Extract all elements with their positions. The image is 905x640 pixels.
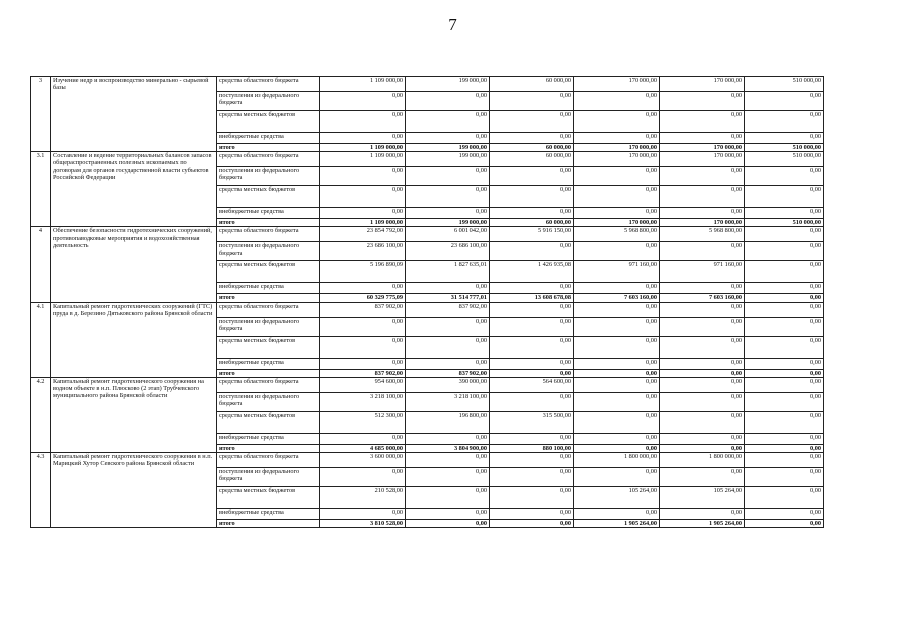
amount-cell: 1 905 264,00 (574, 520, 660, 528)
amount-cell: 0,00 (660, 317, 745, 336)
amount-cell: 0,00 (660, 336, 745, 358)
amount-cell: 0,00 (574, 433, 660, 444)
amount-cell: 0,00 (490, 336, 574, 358)
funding-source: итого (217, 444, 320, 452)
amount-cell: 23 686 100,00 (406, 242, 490, 261)
amount-cell: 0,00 (660, 111, 745, 133)
amount-cell: 0,00 (745, 208, 824, 219)
funding-source: средства местных бюджетов (217, 261, 320, 283)
amount-cell: 0,00 (660, 369, 745, 377)
page-number: 7 (448, 15, 457, 34)
amount-cell: 60 000,00 (490, 152, 574, 167)
amount-cell: 0,00 (490, 242, 574, 261)
amount-cell: 0,00 (406, 487, 490, 509)
amount-cell: 0,00 (406, 433, 490, 444)
amount-cell: 170 000,00 (574, 77, 660, 92)
amount-cell: 0,00 (574, 317, 660, 336)
item-number: 3.1 (31, 152, 51, 227)
amount-cell: 1 800 000,00 (574, 453, 660, 468)
amount-cell: 0,00 (406, 509, 490, 520)
amount-cell: 0,00 (490, 208, 574, 219)
amount-cell: 1 109 000,00 (320, 152, 406, 167)
amount-cell: 0,00 (490, 167, 574, 186)
amount-cell: 0,00 (574, 377, 660, 392)
amount-cell: 0,00 (574, 336, 660, 358)
amount-cell: 0,00 (406, 133, 490, 144)
table-row (31, 453, 824, 468)
amount-cell: 0,00 (406, 453, 490, 468)
table-row (31, 152, 824, 167)
amount-cell: 0,00 (745, 520, 824, 528)
amount-cell: 170 000,00 (574, 144, 660, 152)
amount-cell: 0,00 (745, 358, 824, 369)
amount-cell: 0,00 (490, 487, 574, 509)
funding-source: внебюджетные средства (217, 509, 320, 520)
amount-cell: 199 000,00 (406, 77, 490, 92)
amount-cell: 0,00 (406, 186, 490, 208)
funding-source: внебюджетные средства (217, 433, 320, 444)
table-row (31, 302, 824, 317)
amount-cell: 0,00 (745, 392, 824, 411)
amount-cell: 0,00 (660, 208, 745, 219)
amount-cell: 0,00 (490, 133, 574, 144)
amount-cell: 199 000,00 (406, 152, 490, 167)
item-name: Изучение недр и воспроизводство минерально - сырьевой базы (51, 77, 217, 152)
amount-cell: 0,00 (574, 369, 660, 377)
amount-cell: 0,00 (745, 133, 824, 144)
amount-cell: 0,00 (490, 369, 574, 377)
amount-cell: 23 686 100,00 (320, 242, 406, 261)
amount-cell: 0,00 (320, 133, 406, 144)
amount-cell: 0,00 (320, 283, 406, 294)
amount-cell: 0,00 (320, 92, 406, 111)
amount-cell: 0,00 (660, 433, 745, 444)
amount-cell: 210 528,00 (320, 487, 406, 509)
amount-cell: 0,00 (745, 167, 824, 186)
amount-cell: 0,00 (574, 242, 660, 261)
funding-source: внебюджетные средства (217, 208, 320, 219)
amount-cell: 0,00 (745, 317, 824, 336)
amount-cell: 0,00 (660, 509, 745, 520)
funding-source: поступления из федерального бюджета (217, 317, 320, 336)
amount-cell: 0,00 (745, 377, 824, 392)
item-number: 4.3 (31, 453, 51, 528)
amount-cell: 390 000,00 (406, 377, 490, 392)
funding-source: поступления из федерального бюджета (217, 468, 320, 487)
amount-cell: 0,00 (745, 444, 824, 452)
amount-cell: 0,00 (745, 92, 824, 111)
amount-cell: 510 000,00 (745, 77, 824, 92)
amount-cell: 3 804 900,00 (406, 444, 490, 452)
item-name: Капитальный ремонт гидротехнического сооружения на водном объекте в н.п. Плюсково (2 этап) Трубчевского муниципального района Брянской области (51, 377, 217, 452)
funding-source: внебюджетные средства (217, 133, 320, 144)
table-row (31, 227, 824, 242)
funding-source: итого (217, 294, 320, 302)
amount-cell: 0,00 (660, 133, 745, 144)
amount-cell: 170 000,00 (660, 77, 745, 92)
amount-cell: 0,00 (745, 509, 824, 520)
amount-cell: 0,00 (660, 377, 745, 392)
funding-source: средства местных бюджетов (217, 186, 320, 208)
amount-cell: 0,00 (406, 111, 490, 133)
amount-cell: 0,00 (490, 468, 574, 487)
funding-source: средства местных бюджетов (217, 411, 320, 433)
amount-cell: 0,00 (574, 283, 660, 294)
amount-cell: 315 500,00 (490, 411, 574, 433)
amount-cell: 954 600,00 (320, 377, 406, 392)
amount-cell: 3 810 528,00 (320, 520, 406, 528)
amount-cell: 0,00 (745, 433, 824, 444)
amount-cell: 0,00 (490, 283, 574, 294)
funding-source: средства областного бюджета (217, 453, 320, 468)
amount-cell: 0,00 (745, 111, 824, 133)
amount-cell: 0,00 (490, 453, 574, 468)
amount-cell: 1 109 000,00 (320, 219, 406, 227)
amount-cell: 0,00 (490, 433, 574, 444)
amount-cell: 0,00 (660, 444, 745, 452)
item-number: 4.2 (31, 377, 51, 452)
amount-cell: 510 000,00 (745, 152, 824, 167)
amount-cell: 0,00 (406, 167, 490, 186)
amount-cell: 0,00 (320, 167, 406, 186)
amount-cell: 0,00 (406, 317, 490, 336)
amount-cell: 4 685 000,00 (320, 444, 406, 452)
amount-cell: 0,00 (574, 92, 660, 111)
amount-cell: 0,00 (490, 111, 574, 133)
amount-cell: 6 001 042,00 (406, 227, 490, 242)
amount-cell: 0,00 (574, 444, 660, 452)
amount-cell: 0,00 (320, 468, 406, 487)
amount-cell: 5 196 890,09 (320, 261, 406, 283)
amount-cell: 510 000,00 (745, 144, 824, 152)
amount-cell: 60 000,00 (490, 144, 574, 152)
amount-cell: 3 218 100,00 (320, 392, 406, 411)
amount-cell: 0,00 (745, 186, 824, 208)
table-row (31, 377, 824, 392)
funding-source: средства областного бюджета (217, 152, 320, 167)
amount-cell: 0,00 (574, 302, 660, 317)
funding-source: средства областного бюджета (217, 302, 320, 317)
amount-cell: 0,00 (406, 208, 490, 219)
amount-cell: 0,00 (660, 392, 745, 411)
funding-source: средства местных бюджетов (217, 487, 320, 509)
amount-cell: 0,00 (490, 92, 574, 111)
amount-cell: 880 100,00 (490, 444, 574, 452)
amount-cell: 971 160,00 (660, 261, 745, 283)
amount-cell: 0,00 (320, 433, 406, 444)
amount-cell: 0,00 (660, 411, 745, 433)
funding-source: поступления из федерального бюджета (217, 242, 320, 261)
amount-cell: 1 426 935,08 (490, 261, 574, 283)
table-row (31, 77, 824, 92)
amount-cell: 170 000,00 (574, 152, 660, 167)
amount-cell: 3 218 100,00 (406, 392, 490, 411)
amount-cell: 1 109 000,00 (320, 144, 406, 152)
amount-cell: 0,00 (745, 369, 824, 377)
amount-cell: 0,00 (490, 509, 574, 520)
funding-source: итого (217, 520, 320, 528)
amount-cell: 0,00 (320, 358, 406, 369)
funding-source: итого (217, 144, 320, 152)
amount-cell: 0,00 (660, 468, 745, 487)
item-name: Капитальный ремонт гидротехнических сооружений (ГТС) пруда в д. Березино Дятьковского района Брянской области (51, 302, 217, 377)
funding-source: средства областного бюджета (217, 77, 320, 92)
amount-cell: 1 827 635,01 (406, 261, 490, 283)
amount-cell: 7 603 160,00 (574, 294, 660, 302)
amount-cell: 5 916 150,00 (490, 227, 574, 242)
amount-cell: 0,00 (574, 358, 660, 369)
amount-cell: 0,00 (660, 92, 745, 111)
amount-cell: 60 329 775,09 (320, 294, 406, 302)
amount-cell: 564 600,00 (490, 377, 574, 392)
amount-cell: 0,00 (320, 186, 406, 208)
amount-cell: 0,00 (745, 227, 824, 242)
amount-cell: 31 514 777,01 (406, 294, 490, 302)
funding-source: поступления из федерального бюджета (217, 167, 320, 186)
amount-cell: 0,00 (406, 468, 490, 487)
amount-cell: 170 000,00 (660, 219, 745, 227)
amount-cell: 199 000,00 (406, 144, 490, 152)
amount-cell: 199 000,00 (406, 219, 490, 227)
item-name: Составление и ведение территориальных балансов запасов общераспространенных полезных ископаемых по договорам для органов государственной власти субъектов Российской Федерации (51, 152, 217, 227)
item-name: Капитальный ремонт гидротехнического сооружения в н.п. Марицкий Хутор Севского района Брянской области (51, 453, 217, 528)
amount-cell: 60 000,00 (490, 219, 574, 227)
amount-cell: 0,00 (745, 411, 824, 433)
amount-cell: 0,00 (660, 186, 745, 208)
amount-cell: 0,00 (490, 520, 574, 528)
amount-cell: 0,00 (745, 302, 824, 317)
amount-cell: 5 968 800,00 (574, 227, 660, 242)
amount-cell: 0,00 (745, 336, 824, 358)
amount-cell: 0,00 (406, 520, 490, 528)
funding-source: поступления из федерального бюджета (217, 92, 320, 111)
funding-source: внебюджетные средства (217, 283, 320, 294)
amount-cell: 0,00 (745, 294, 824, 302)
amount-cell: 0,00 (490, 317, 574, 336)
amount-cell: 0,00 (574, 411, 660, 433)
amount-cell: 60 000,00 (490, 77, 574, 92)
amount-cell: 7 603 160,00 (660, 294, 745, 302)
amount-cell: 510 000,00 (745, 219, 824, 227)
amount-cell: 0,00 (745, 261, 824, 283)
funding-source: итого (217, 369, 320, 377)
amount-cell: 105 264,00 (660, 487, 745, 509)
amount-cell: 837 902,00 (320, 302, 406, 317)
funding-source: средства областного бюджета (217, 227, 320, 242)
amount-cell: 0,00 (574, 208, 660, 219)
amount-cell: 0,00 (406, 92, 490, 111)
amount-cell: 0,00 (490, 186, 574, 208)
amount-cell: 0,00 (574, 509, 660, 520)
amount-cell: 1 905 264,00 (660, 520, 745, 528)
amount-cell: 0,00 (660, 167, 745, 186)
amount-cell: 0,00 (406, 283, 490, 294)
amount-cell: 0,00 (490, 302, 574, 317)
amount-cell: 0,00 (320, 336, 406, 358)
amount-cell: 0,00 (660, 302, 745, 317)
amount-cell: 0,00 (574, 392, 660, 411)
amount-cell: 0,00 (490, 392, 574, 411)
item-number: 3 (31, 77, 51, 152)
budget-table (30, 76, 824, 528)
amount-cell: 0,00 (574, 133, 660, 144)
amount-cell: 13 608 678,08 (490, 294, 574, 302)
amount-cell: 0,00 (320, 208, 406, 219)
amount-cell: 3 600 000,00 (320, 453, 406, 468)
amount-cell: 170 000,00 (660, 152, 745, 167)
funding-source: внебюджетные средства (217, 358, 320, 369)
amount-cell: 5 968 800,00 (660, 227, 745, 242)
amount-cell: 0,00 (745, 468, 824, 487)
amount-cell: 0,00 (745, 487, 824, 509)
amount-cell: 0,00 (320, 111, 406, 133)
amount-cell: 1 800 000,00 (660, 453, 745, 468)
amount-cell: 0,00 (574, 186, 660, 208)
item-number: 4.1 (31, 302, 51, 377)
amount-cell: 0,00 (574, 111, 660, 133)
amount-cell: 512 300,00 (320, 411, 406, 433)
amount-cell: 837 902,00 (406, 302, 490, 317)
amount-cell: 170 000,00 (574, 219, 660, 227)
amount-cell: 0,00 (320, 317, 406, 336)
funding-source: итого (217, 219, 320, 227)
amount-cell: 1 109 000,00 (320, 77, 406, 92)
amount-cell: 0,00 (406, 358, 490, 369)
amount-cell: 196 800,00 (406, 411, 490, 433)
amount-cell: 971 160,00 (574, 261, 660, 283)
amount-cell: 170 000,00 (660, 144, 745, 152)
amount-cell: 0,00 (745, 283, 824, 294)
amount-cell: 0,00 (490, 358, 574, 369)
amount-cell: 0,00 (660, 242, 745, 261)
amount-cell: 23 854 792,00 (320, 227, 406, 242)
item-number: 4 (31, 227, 51, 302)
amount-cell: 0,00 (320, 509, 406, 520)
amount-cell: 837 902,00 (406, 369, 490, 377)
amount-cell: 0,00 (574, 468, 660, 487)
amount-cell: 105 264,00 (574, 487, 660, 509)
amount-cell: 0,00 (574, 167, 660, 186)
funding-source: средства местных бюджетов (217, 336, 320, 358)
item-name: Обеспечение безопасности гидротехнических сооружений, противопаводковые мероприятия и водохозяйственная деятельность (51, 227, 217, 302)
amount-cell: 0,00 (745, 242, 824, 261)
amount-cell: 0,00 (660, 283, 745, 294)
amount-cell: 0,00 (660, 358, 745, 369)
amount-cell: 837 902,00 (320, 369, 406, 377)
funding-source: средства местных бюджетов (217, 111, 320, 133)
funding-source: поступления из федерального бюджета (217, 392, 320, 411)
amount-cell: 0,00 (745, 453, 824, 468)
funding-source: средства областного бюджета (217, 377, 320, 392)
amount-cell: 0,00 (406, 336, 490, 358)
